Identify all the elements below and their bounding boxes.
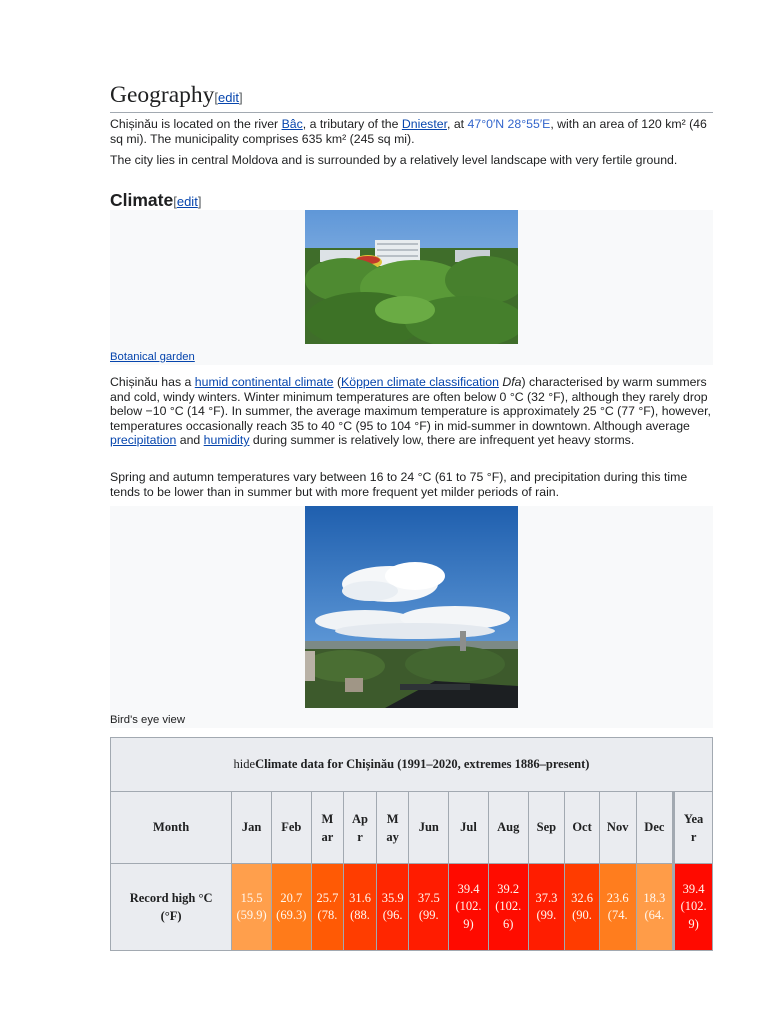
month-oct: Oct [565,792,600,864]
link-bac[interactable]: Bâc [281,117,303,131]
record-high-nov [599,864,636,951]
climate-paragraph-2: Spring and autumn temperatures vary between 16 to 24 °C (61 to 75 °F), and precipitation during this time tends to be lower than in summer but with more frequent yet milder periods of rain. [110,470,688,499]
birds-eye-view-image[interactable] [305,506,518,708]
edit-section-geography: [edit] [214,90,243,105]
link-humidity[interactable]: humidity [203,433,250,447]
climate-title: Climate [110,190,174,210]
month-jun: Jun [409,792,449,864]
month-row [111,792,713,864]
record-high-aug [488,864,528,951]
record-high-row [111,864,713,951]
month-label: Month [111,792,232,864]
link-humid-continental-climate[interactable]: humid continental climate [194,375,334,389]
month-mar [311,792,344,864]
table-caption [111,738,713,792]
text-run: Chișinău has a [110,375,195,389]
edit-link-geography[interactable]: edit [218,90,240,105]
geography-title: Geography [110,82,215,108]
record-high-dec [636,864,674,951]
record-high-label-text: Record high °C (°F) [129,891,213,923]
record-high-jan [232,864,272,951]
table-title: Climate data for Chișinău (1991–2020, extremes 1886–present) [255,757,590,771]
link-coordinates[interactable]: 47°0′N 28°55′E [467,117,551,131]
geography-paragraph-1 [110,117,713,146]
section-heading-climate [110,190,201,212]
cell-value: 18.3 (64. [643,890,666,922]
link-koppen-classification[interactable]: Köppen climate classification [341,375,499,389]
botanical-garden-image[interactable] [305,210,518,344]
climate-paragraph-1 [110,375,713,448]
record-high-jun [409,864,449,951]
text-run: ) characterised by warm summers and cold, windy winters. Winter minimum temperatures are often below 0 °C (32 °F), although they rarely drop below −10 °C (14 °F). In summer, the average maximum temperature is approximately 25 °C (77 °F), however, temperatures occasionally reach 35 to 40 °C (95 to 104 °F) in mid-summer in downtown. Although average [110,375,711,433]
text-run: ( [333,375,342,389]
cell-value: 15.5 (59.9) [236,890,267,922]
cell-value: 39.4 (102.9) [455,881,482,931]
month-sep: Sep [528,792,565,864]
geography-paragraph-2: The city lies in central Moldova and is surrounded by a relatively level landscape with very fertile ground. [110,153,678,167]
section-heading-geography [110,82,713,113]
cell-value: 32.6 (90. [571,890,593,922]
text-run: , at [447,117,468,131]
text-run: during summer is relatively low, there are infrequent yet heavy storms. [249,433,635,447]
month-aug: Aug [488,792,528,864]
cell-value: 37.5 (99. [417,890,440,922]
record-high-oct [565,864,600,951]
cell-value: 23.6 (74. [606,890,629,922]
text-dfa: Dfa [502,375,522,389]
figure-caption-birds-eye-view: Bird's eye view [110,714,185,726]
climate-data-table [110,737,713,951]
text-run: Chișinău is located on the river [110,117,282,131]
record-high-jul [449,864,489,951]
cell-value: 37.3 (99. [535,890,558,922]
month-apr [344,792,377,864]
figure-caption-botanical-garden[interactable]: Botanical garden [110,351,195,363]
month-year [674,792,713,864]
cell-value: 20.7 (69.3) [276,890,307,922]
text-run: , a tributary of the [302,117,402,131]
month-nov: Nov [599,792,636,864]
figure-botanical-garden [110,210,713,365]
link-precipitation[interactable]: precipitation [110,433,177,447]
cell-value: 25.7 (78. [316,890,339,922]
cell-value: 39.4 (102.9) [680,881,707,931]
record-high-may [376,864,409,951]
month-jul: Jul [449,792,489,864]
edit-section-climate: [edit] [173,194,202,209]
record-high-mar [311,864,344,951]
month-feb: Feb [271,792,311,864]
text-run: , with an area of 120 km² (46 sq mi). The municipality comprises 635 km² (245 sq mi). [110,117,707,146]
cell-value: 31.6 (88. [349,890,371,922]
record-high-year [674,864,713,951]
month-jan: Jan [232,792,272,864]
link-dniester[interactable]: Dniester [401,117,447,131]
record-high-sep [528,864,565,951]
cell-value: 35.9 (96. [381,890,404,922]
month-mar-text: Mar [321,811,334,844]
month-may [376,792,409,864]
record-high-label [111,864,232,951]
edit-link-climate[interactable]: edit [176,194,198,209]
month-year-text: Year [683,811,704,844]
figure-birds-eye-view [110,506,713,728]
month-may-text: May [386,811,399,844]
record-high-apr [344,864,377,951]
hide-toggle[interactable]: hide [233,757,256,771]
record-high-feb [271,864,311,951]
text-run: and [176,433,204,447]
month-apr-text: Apr [352,811,369,844]
month-dec: Dec [636,792,674,864]
cell-value: 39.2 (102.6) [495,881,522,931]
